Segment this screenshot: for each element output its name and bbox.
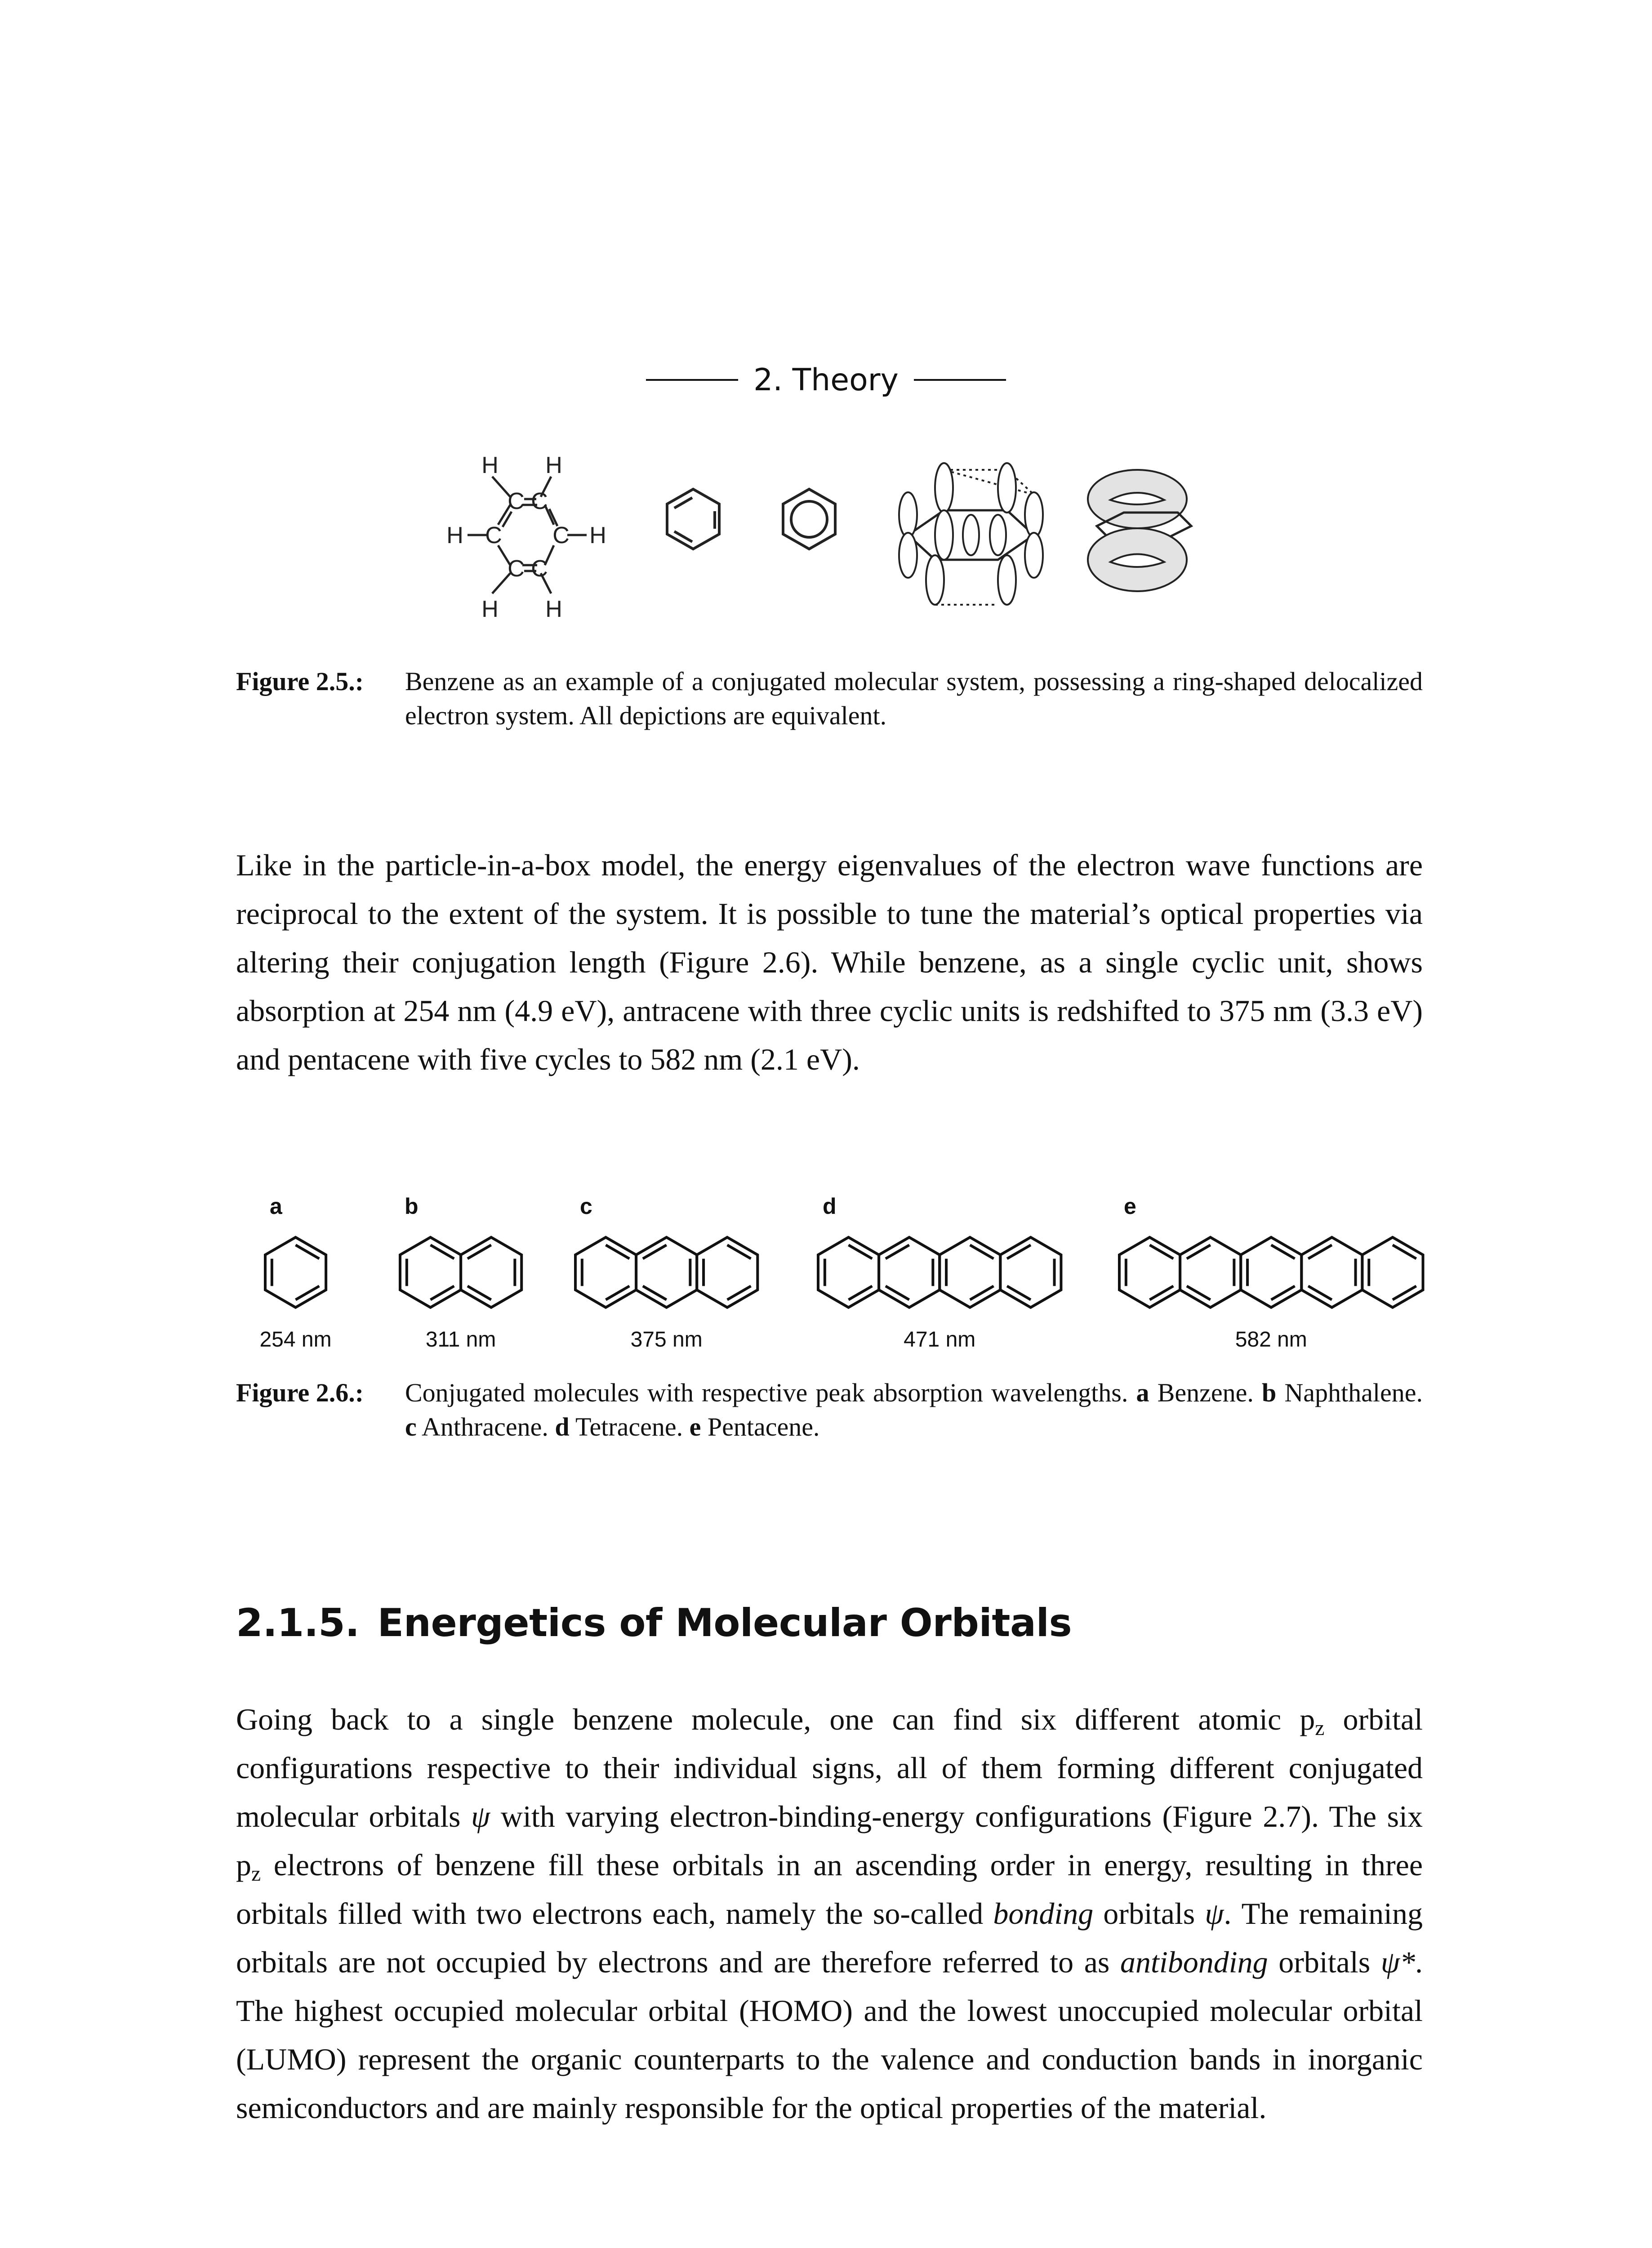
double-bond-line <box>606 1286 630 1299</box>
wavelength-label: 582 nm <box>1235 1328 1307 1351</box>
text-run: b <box>1261 1378 1277 1407</box>
wavelength-label: 254 nm <box>259 1328 332 1351</box>
double-bond-line <box>886 1245 909 1258</box>
text-run: e <box>689 1412 701 1441</box>
header-rule-right <box>914 379 1006 381</box>
hexagon-ring <box>1241 1237 1301 1307</box>
benzene-p-orbitals <box>899 463 1043 605</box>
double-bond-line <box>1271 1245 1295 1258</box>
double-bond-line <box>886 1286 909 1299</box>
running-header <box>0 360 1652 400</box>
atom-label-h: H <box>545 452 562 478</box>
hexagon-ring <box>1000 1237 1061 1307</box>
figure-2-5-caption-text: Benzene as an example of a conjugated molecular system, possessing a ring-shaped delocalized electron system. All depictions are equivalent. <box>405 667 1423 730</box>
text-run: orbitals <box>1268 1945 1381 1979</box>
double-bond-line <box>431 1245 454 1258</box>
text-run: c <box>405 1412 417 1441</box>
text-run: Naphthalene. <box>1276 1378 1423 1407</box>
text-run: ψ <box>471 1799 490 1833</box>
figure-2-6-caption <box>236 1376 1423 1444</box>
benzene-delocalized-rings <box>1088 470 1191 591</box>
text-run: orbital configurations respective to their individual signs, all of them forming different conjugated molecular orbitals <box>236 1702 1423 1833</box>
figure-2-6-panel-letters <box>270 1194 1136 1219</box>
double-bond-line <box>1007 1286 1031 1299</box>
double-bond-line <box>727 1245 751 1258</box>
panel-letter: a <box>270 1194 282 1219</box>
text-run: antibonding <box>1120 1945 1268 1979</box>
atom-label-h: H <box>446 522 463 549</box>
text-run: z <box>1315 1716 1325 1740</box>
header-title: 2. Theory <box>753 362 899 398</box>
text-run: Anthracene. <box>416 1412 555 1441</box>
text-run: . The remaining orbitals are not occupied by electrons and are therefore referred to as <box>236 1896 1423 1979</box>
text-run: Tetracene. <box>569 1412 690 1441</box>
panel-letter: b <box>405 1194 419 1219</box>
benzene-atom-labels <box>446 452 606 622</box>
figure-2-5-caption-label: Figure 2.5.: <box>236 667 364 696</box>
hexagon-ring <box>265 1237 326 1307</box>
atom-label-h: H <box>589 522 606 549</box>
hexagon-ring <box>1180 1237 1241 1307</box>
double-bond-line <box>1187 1245 1211 1258</box>
section-number: 2.1.5. <box>236 1601 360 1646</box>
hexagon-ring <box>818 1237 879 1307</box>
benzene-aromatic-hexagon <box>783 489 835 549</box>
wavelength-label: 375 nm <box>630 1328 703 1351</box>
double-bond-line <box>1308 1245 1332 1258</box>
hexagon-ring <box>1362 1237 1423 1307</box>
paragraph-molecular-orbitals <box>236 1695 1423 2132</box>
text-run: bonding <box>993 1896 1094 1931</box>
double-bond-line <box>1271 1286 1295 1299</box>
double-bond-line <box>606 1245 630 1258</box>
wavelength-label: 471 nm <box>904 1328 976 1351</box>
header-rule-left <box>646 379 738 381</box>
text-run: Going back to a single benzene molecule, one can find six different atomic p <box>236 1702 1315 1736</box>
atom-label-c: C <box>485 522 502 549</box>
double-bond-line <box>849 1286 873 1299</box>
double-bond-line <box>1187 1286 1211 1299</box>
double-bond-line <box>1308 1286 1332 1299</box>
figure-2-6 <box>0 1187 1652 1367</box>
figure-2-6-caption-text <box>405 1376 1423 1444</box>
figure-2-6-wavelength-labels <box>259 1328 1307 1351</box>
double-bond-line <box>1007 1245 1031 1258</box>
text-run: Pentacene. <box>701 1412 820 1441</box>
text-run: with varying electron-binding-energy configurations (Figure 2.7). The six p <box>236 1799 1423 1882</box>
text-run: Benzene. <box>1149 1378 1262 1407</box>
hexagon-ring <box>400 1237 461 1307</box>
text-run: electrons of benzene fill these orbitals in an ascending order in energy, resulting in three orbitals filled with two electrons each, namely the so-called <box>236 1848 1423 1931</box>
figure-2-5 <box>0 432 1652 665</box>
double-bond-line <box>643 1286 667 1299</box>
atom-label-c: C <box>531 488 548 514</box>
figure-2-6-molecules <box>265 1237 1423 1307</box>
double-bond-line <box>970 1286 994 1299</box>
hexagon-ring <box>575 1237 636 1307</box>
double-bond-line <box>468 1245 491 1258</box>
atom-label-c: C <box>552 522 570 549</box>
atom-label-c: C <box>508 488 525 514</box>
atom-label-h: H <box>481 452 499 478</box>
double-bond-line <box>727 1286 751 1299</box>
double-bond-line <box>1393 1245 1416 1258</box>
hexagon-ring <box>1301 1237 1362 1307</box>
text-run: ψ <box>1205 1896 1224 1931</box>
double-bond-line <box>468 1286 491 1299</box>
atom-label-c: C <box>508 556 525 582</box>
text-run: a <box>1136 1378 1149 1407</box>
atom-label-h: H <box>481 596 499 622</box>
double-bond-line <box>431 1286 454 1299</box>
text-run: Conjugated molecules with respective peak absorption wavelengths. <box>405 1378 1136 1407</box>
wavelength-label: 311 nm <box>425 1328 496 1351</box>
figure-2-5-caption <box>236 665 1423 733</box>
paragraph-conjugation-length: Like in the particle-in-a-box model, the energy eigenvalues of the electron wave functions are reciprocal to the extent of the system. It is possible to tune the material’s optical properties via altering their conjugation length (Figure 2.6). While benzene, as a single cyclic unit, shows absorption at 254 nm (4.9 eV), antracene with three cyclic units is redshifted to 375 nm (3.3 eV) and pentacene with five cycles to 582 nm (2.1 eV). <box>236 848 1423 1076</box>
section-heading <box>236 1601 1072 1646</box>
double-bond-line <box>643 1245 667 1258</box>
section-title: Energetics of Molecular Orbitals <box>377 1601 1072 1646</box>
hexagon-ring <box>879 1237 940 1307</box>
text-run: orbitals <box>1093 1896 1205 1931</box>
double-bond-line <box>1393 1286 1416 1299</box>
text-run: . The highest occupied molecular orbital (HOMO) and the lowest unoccupied molecular orbital (LUMO) represent the organic counterparts to the valence and conduction bands in inorganic semiconductors and are mainly responsible for the optical properties of the material. <box>236 1945 1423 2125</box>
hexagon-ring <box>1119 1237 1180 1307</box>
text-run: z <box>251 1862 261 1886</box>
double-bond-line <box>296 1245 320 1258</box>
text-run: ψ* <box>1380 1945 1416 1979</box>
figure-2-6-caption-label: Figure 2.6.: <box>236 1378 364 1407</box>
panel-letter: e <box>1124 1194 1136 1219</box>
hexagon-ring <box>461 1237 521 1307</box>
hexagon-ring <box>636 1237 697 1307</box>
double-bond-line <box>970 1245 994 1258</box>
atom-label-c: C <box>531 556 548 582</box>
double-bond-line <box>1150 1286 1174 1299</box>
panel-letter: d <box>823 1194 837 1219</box>
hexagon-ring <box>697 1237 757 1307</box>
benzene-kekule-hexagon <box>667 489 719 549</box>
double-bond-line <box>1150 1245 1174 1258</box>
double-bond-line <box>849 1245 873 1258</box>
hexagon-ring <box>940 1237 1000 1307</box>
panel-letter: c <box>580 1194 592 1219</box>
text-run: d <box>555 1412 570 1441</box>
atom-label-h: H <box>545 596 562 622</box>
double-bond-line <box>296 1286 320 1299</box>
